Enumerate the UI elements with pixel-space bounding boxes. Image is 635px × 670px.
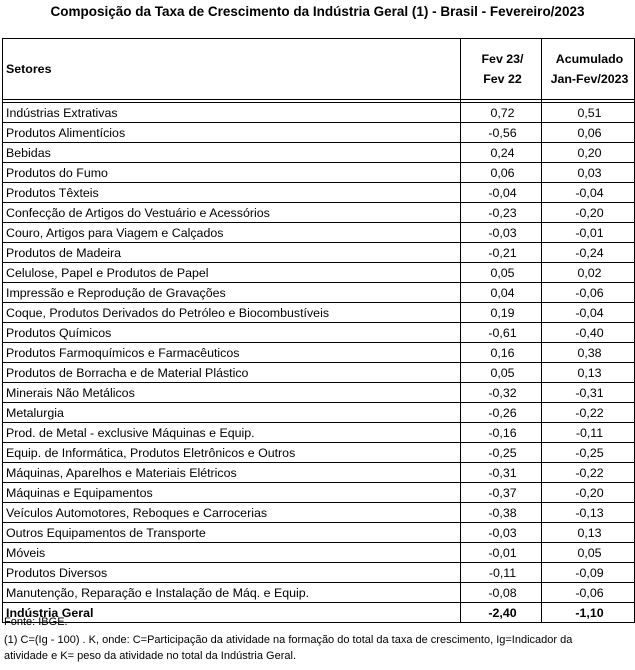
acum-value-cell: -0,20 xyxy=(542,203,635,223)
table-row xyxy=(3,343,635,363)
table-row xyxy=(3,263,635,283)
acum-value-cell: 0,03 xyxy=(542,163,635,183)
table-row xyxy=(3,283,635,303)
sector-cell: Metalurgia xyxy=(3,403,461,423)
acum-value-cell: 0,20 xyxy=(542,143,635,163)
acum-value-cell: 0,38 xyxy=(542,343,635,363)
sector-cell: Coque, Produtos Derivados do Petróleo e Biocombustíveis xyxy=(3,303,461,323)
acum-value-cell: -0,04 xyxy=(542,183,635,203)
acum-value-cell: -0,31 xyxy=(542,383,635,403)
table-row xyxy=(3,583,635,603)
sector-cell: Celulose, Papel e Produtos de Papel xyxy=(3,263,461,283)
acum-value-cell: 0,13 xyxy=(542,523,635,543)
table-row xyxy=(3,563,635,583)
fev-value-cell: 0,24 xyxy=(461,143,542,163)
acum-value-cell: -0,01 xyxy=(542,223,635,243)
table-row xyxy=(3,103,635,123)
sector-cell: Outros Equipamentos de Transporte xyxy=(3,523,461,543)
sector-cell: Produtos Alimentícios xyxy=(3,123,461,143)
acum-value-cell: 0,51 xyxy=(542,103,635,123)
table-row xyxy=(3,523,635,543)
table-row xyxy=(3,503,635,523)
acum-value-cell: -0,06 xyxy=(542,583,635,603)
fev-value-cell: -0,04 xyxy=(461,183,542,203)
fev-value-cell: 0,72 xyxy=(461,103,542,123)
acum-value-cell: -0,40 xyxy=(542,323,635,343)
table-row xyxy=(3,123,635,143)
sector-cell: Móveis xyxy=(3,543,461,563)
table-row xyxy=(3,363,635,383)
sector-cell: Equip. de Informática, Produtos Eletrônicos e Outros xyxy=(3,443,461,463)
sector-cell: Produtos Têxteis xyxy=(3,183,461,203)
table-row xyxy=(3,163,635,183)
header-acum xyxy=(542,39,635,100)
sector-cell: Produtos Químicos xyxy=(3,323,461,343)
fev-value-cell: 0,04 xyxy=(461,283,542,303)
total-acum: -1,10 xyxy=(542,603,635,623)
sector-cell: Impressão e Reprodução de Gravações xyxy=(3,283,461,303)
total-fev: -2,40 xyxy=(461,603,542,623)
total-row xyxy=(3,603,635,623)
fev-value-cell: -0,21 xyxy=(461,243,542,263)
sector-cell: Produtos Farmoquímicos e Farmacêuticos xyxy=(3,343,461,363)
fev-value-cell: -0,03 xyxy=(461,523,542,543)
fev-value-cell: -0,32 xyxy=(461,383,542,403)
footnote-line-2: atividade e K= peso da atividade no total da Indústria Geral. xyxy=(4,650,296,662)
table-row xyxy=(3,463,635,483)
header-acum-line2: Jan-Fev/2023 xyxy=(550,72,629,86)
sector-cell: Máquinas e Equipamentos xyxy=(3,483,461,503)
table-row xyxy=(3,303,635,323)
table-row xyxy=(3,223,635,243)
fev-value-cell: 0,05 xyxy=(461,363,542,383)
header-row xyxy=(3,39,635,100)
acum-value-cell: -0,13 xyxy=(542,503,635,523)
table-row xyxy=(3,403,635,423)
acum-value-cell: -0,22 xyxy=(542,463,635,483)
fev-value-cell: -0,37 xyxy=(461,483,542,503)
fev-value-cell: -0,11 xyxy=(461,563,542,583)
fev-value-cell: -0,25 xyxy=(461,443,542,463)
sector-cell: Manutenção, Reparação e Instalação de Máq. e Equip. xyxy=(3,583,461,603)
fev-value-cell: -0,03 xyxy=(461,223,542,243)
table-row xyxy=(3,323,635,343)
sector-cell: Produtos de Borracha e de Material Plástico xyxy=(3,363,461,383)
sector-cell: Produtos do Fumo xyxy=(3,163,461,183)
fev-value-cell: 0,05 xyxy=(461,263,542,283)
fev-value-cell: -0,38 xyxy=(461,503,542,523)
header-fev-line1: Fev 23/ xyxy=(481,52,524,66)
fev-value-cell: -0,61 xyxy=(461,323,542,343)
table-row xyxy=(3,483,635,503)
sector-cell: Produtos Diversos xyxy=(3,563,461,583)
fev-value-cell: -0,08 xyxy=(461,583,542,603)
acum-value-cell: -0,22 xyxy=(542,403,635,423)
table-row xyxy=(3,543,635,563)
table-row xyxy=(3,443,635,463)
sector-cell: Máquinas, Aparelhos e Materiais Elétricos xyxy=(3,463,461,483)
footnote-line-1: (1) C=(Ig - 100) . K, onde: C=Participação da atividade na formação do total da taxa de crescimento, Ig=Indicador da xyxy=(4,634,573,646)
acum-value-cell: -0,24 xyxy=(542,243,635,263)
fev-value-cell: -0,31 xyxy=(461,463,542,483)
acum-value-cell: -0,20 xyxy=(542,483,635,503)
fev-value-cell: -0,01 xyxy=(461,543,542,563)
sector-cell: Produtos de Madeira xyxy=(3,243,461,263)
fev-value-cell: -0,56 xyxy=(461,123,542,143)
sector-cell: Confecção de Artigos do Vestuário e Acessórios xyxy=(3,203,461,223)
table-row xyxy=(3,383,635,403)
header-fev-line2: Fev 22 xyxy=(483,72,522,86)
table-row xyxy=(3,143,635,163)
fev-value-cell: -0,23 xyxy=(461,203,542,223)
acum-value-cell: -0,04 xyxy=(542,303,635,323)
acum-value-cell: 0,13 xyxy=(542,363,635,383)
source-note: Fonte: IBGE. xyxy=(4,616,68,628)
sector-cell: Prod. de Metal - exclusive Máquinas e Equip. xyxy=(3,423,461,443)
acum-value-cell: -0,11 xyxy=(542,423,635,443)
fev-value-cell: 0,16 xyxy=(461,343,542,363)
sector-cell: Indústrias Extrativas xyxy=(3,103,461,123)
acum-value-cell: -0,06 xyxy=(542,283,635,303)
sector-cell: Veículos Automotores, Reboques e Carrocerias xyxy=(3,503,461,523)
fev-value-cell: 0,19 xyxy=(461,303,542,323)
header-acum-line1: Acumulado xyxy=(555,52,624,66)
table-row xyxy=(3,203,635,223)
table-row xyxy=(3,423,635,443)
fev-value-cell: 0,06 xyxy=(461,163,542,183)
header-fev xyxy=(461,39,542,100)
sector-cell: Bebidas xyxy=(3,143,461,163)
header-sector: Setores xyxy=(3,39,461,100)
acum-value-cell: 0,02 xyxy=(542,263,635,283)
acum-value-cell: -0,09 xyxy=(542,563,635,583)
sector-cell: Minerais Não Metálicos xyxy=(3,383,461,403)
fev-value-cell: -0,16 xyxy=(461,423,542,443)
table-row xyxy=(3,183,635,203)
growth-composition-table xyxy=(2,38,635,623)
table-row xyxy=(3,243,635,263)
sector-cell: Couro, Artigos para Viagem e Calçados xyxy=(3,223,461,243)
fev-value-cell: -0,26 xyxy=(461,403,542,423)
total-sector: Indústria Geral xyxy=(3,603,461,623)
acum-value-cell: -0,25 xyxy=(542,443,635,463)
acum-value-cell: 0,06 xyxy=(542,123,635,143)
acum-value-cell: 0,05 xyxy=(542,543,635,563)
table-title: Composição da Taxa de Crescimento da Indústria Geral (1) - Brasil - Fevereiro/2023 xyxy=(50,4,585,19)
